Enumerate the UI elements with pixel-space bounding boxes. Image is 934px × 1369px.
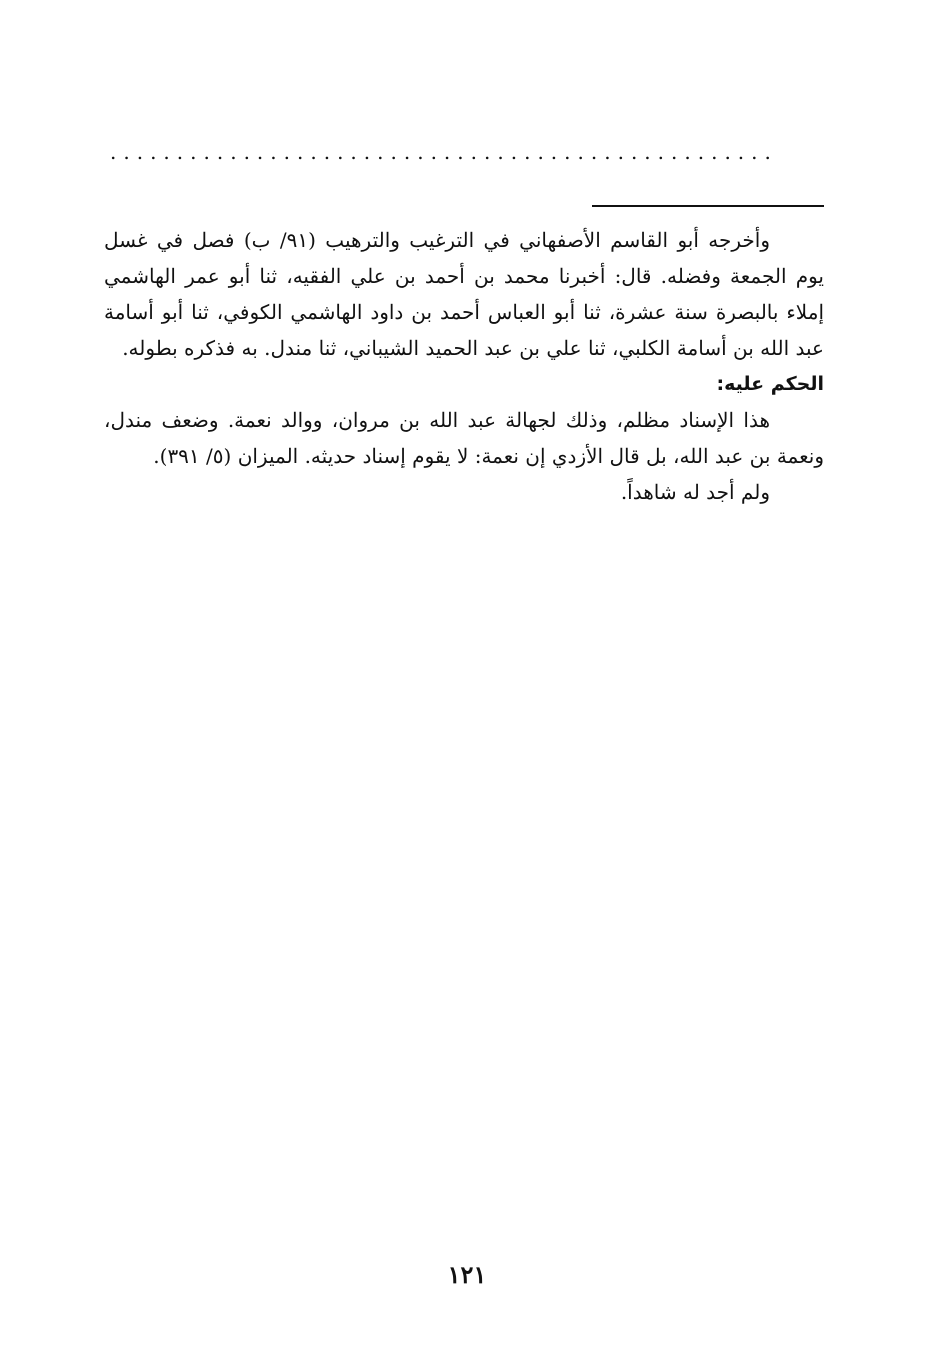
page-number: ١٢١ <box>447 1260 487 1289</box>
paragraph-conclusion: ولم أجد له شاهداً. <box>620 480 770 504</box>
footnote-rule <box>592 205 824 207</box>
ruling-heading: الحكم عليه: <box>716 373 824 395</box>
paragraph-takhrij: وأخرجه أبو القاسم الأصفهاني في الترغيب والترهيب (٩١/ ب) فصل في غسل يوم الجمعة وفضله. قال: أخبرنا محمد بن أحمد بن علي الفقيه، ثنا أبو عمر الهاشمي إملاء بالبصرة سنة عشرة، ثنا أبو العباس أحمد بن داود الهاشمي الكوفي، ثنا أبو أسامة عبد الله بن أسامة الكلبي، ثنا علي بن عبد الحميد الشيباني، ثنا مندل. به فذكره بطوله. <box>104 228 825 360</box>
footnote-text-block <box>104 222 824 510</box>
separator-dots: .................................................. <box>110 142 778 162</box>
paragraph-ruling: هذا الإسناد مظلم، وذلك لجهالة عبد الله بن مروان، ووالد نعمة. وضعف مندل، ونعمة بن عبد الله، بل قال الأزدي إن نعمة: لا يقوم إسناد حديثه. الميزان (٥/ ٣٩١). <box>104 408 824 468</box>
